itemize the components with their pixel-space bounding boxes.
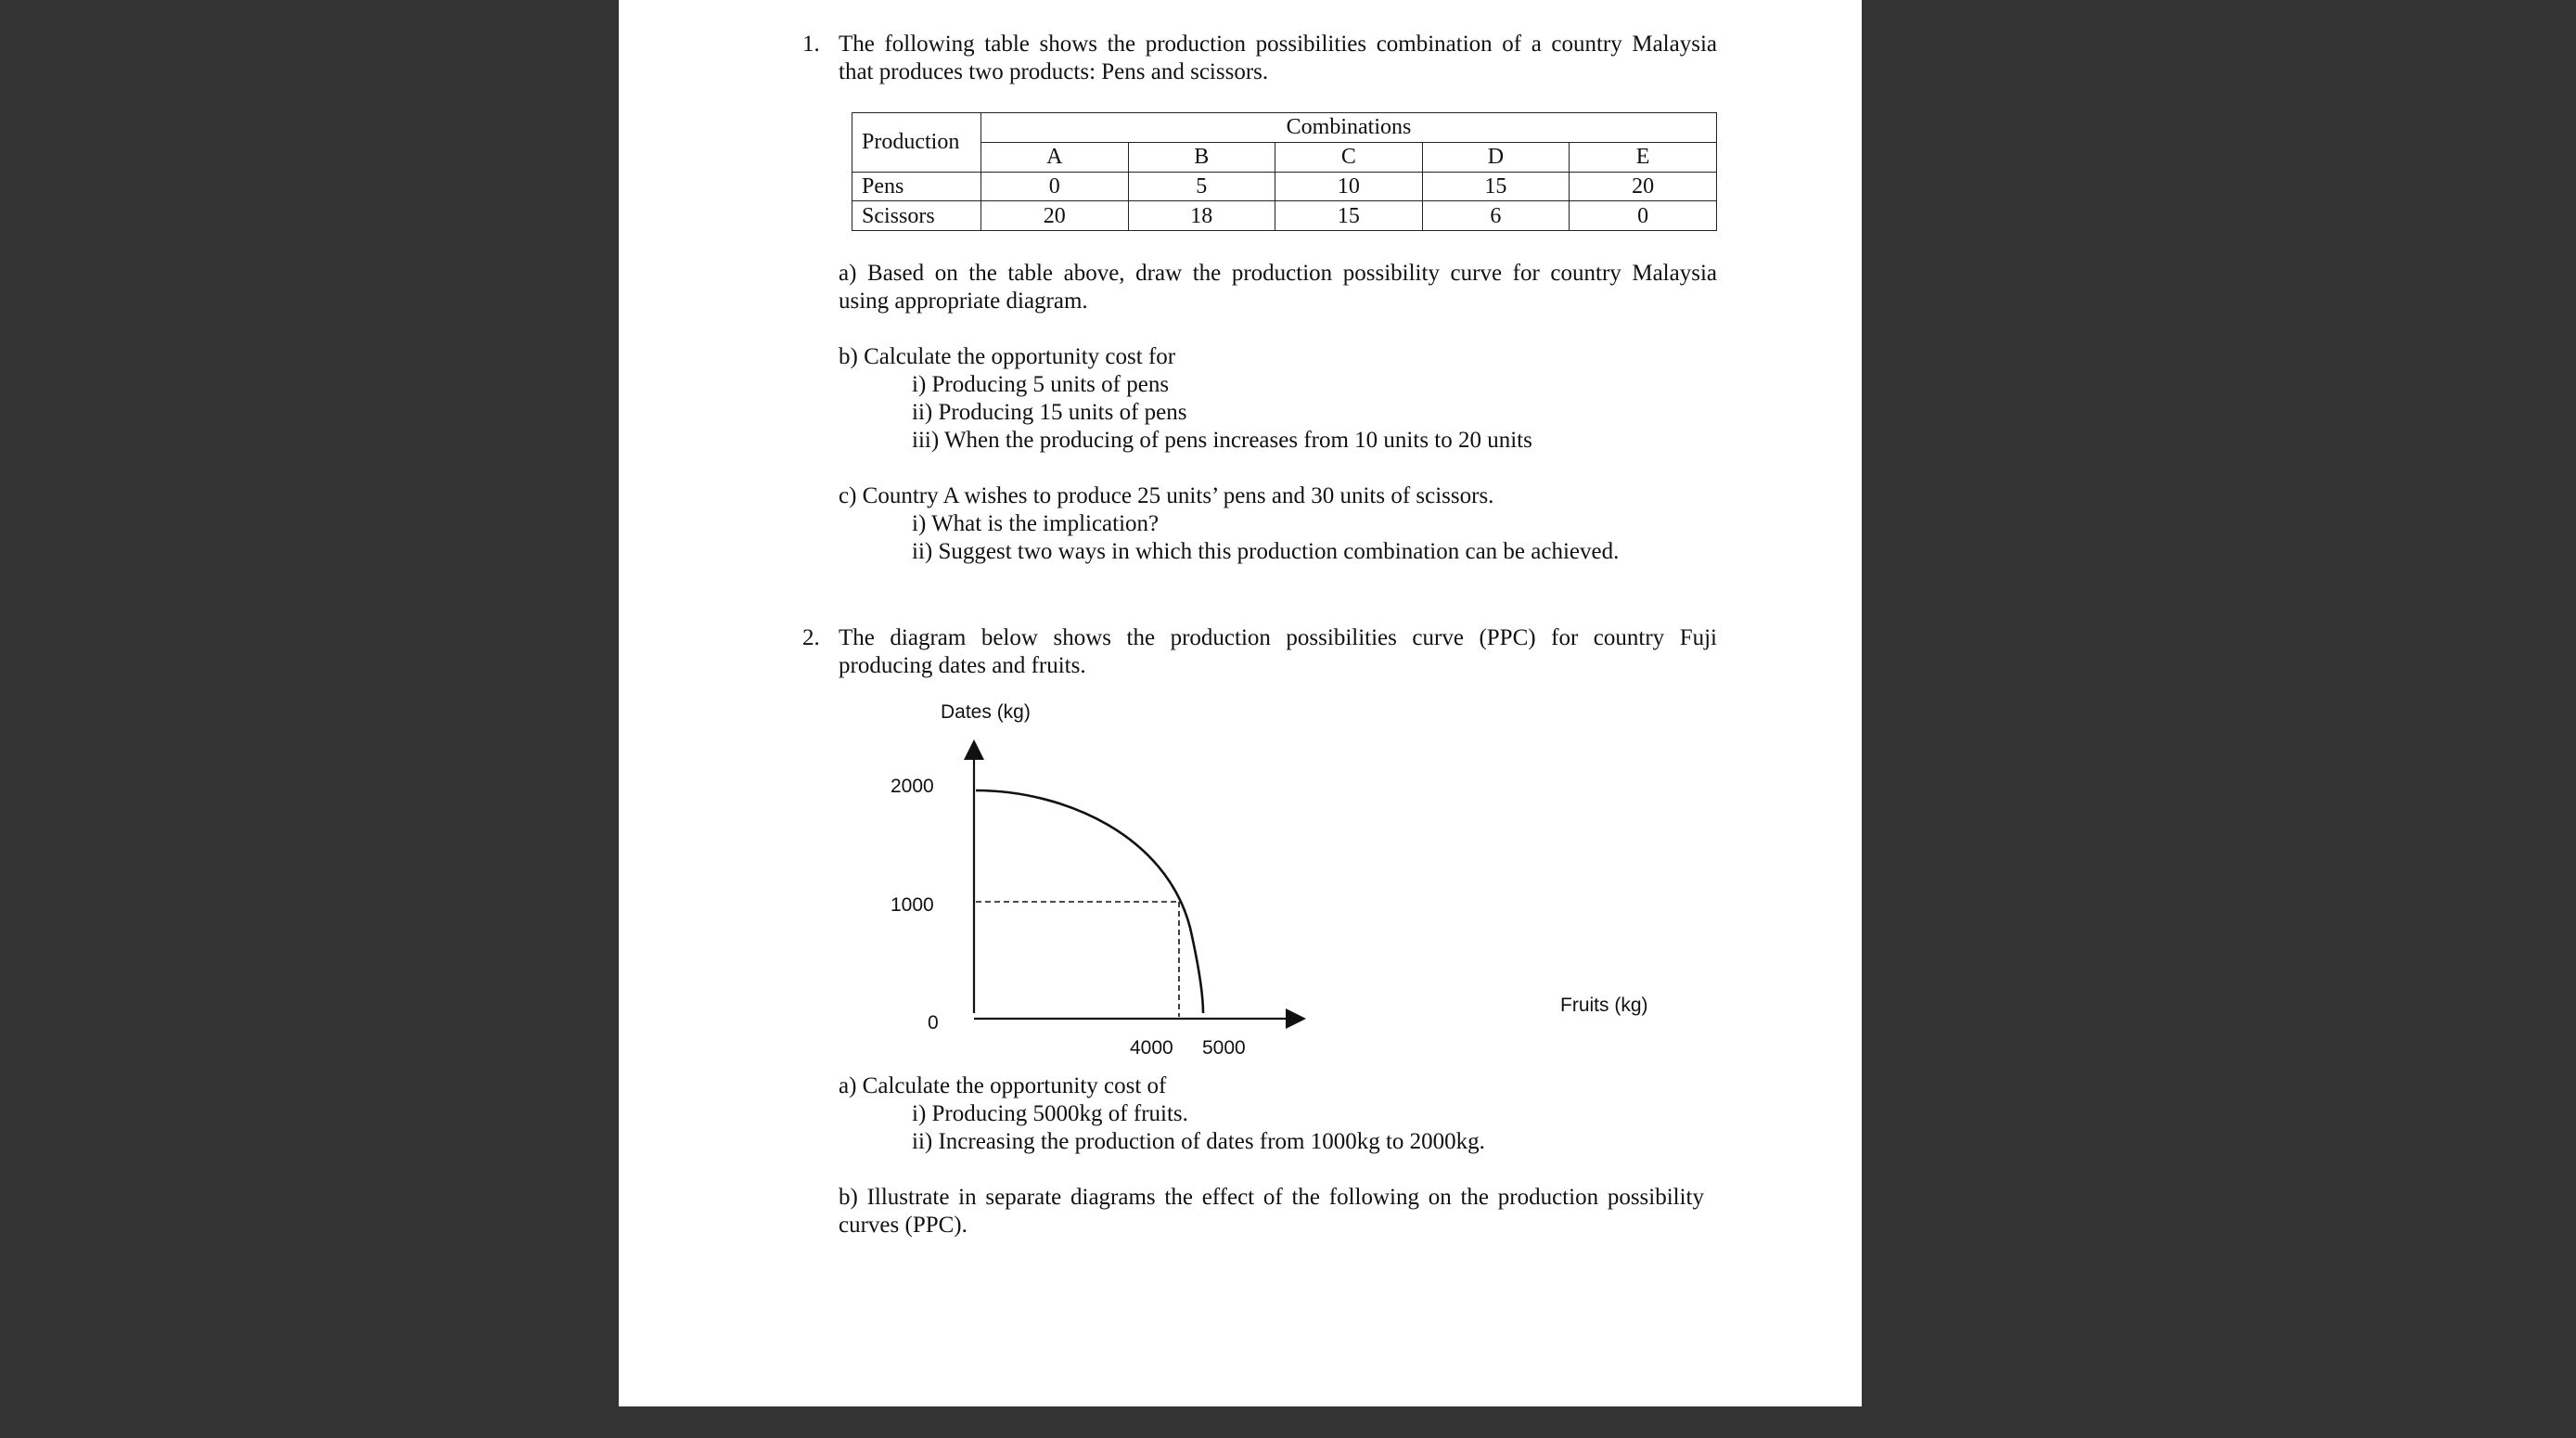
chart-y-axis-label: Dates (kg)	[941, 701, 1031, 723]
table-cell: 18	[1128, 201, 1275, 231]
q1b-title: b) Calculate the opportunity cost for	[839, 344, 1176, 369]
q1b-item-1: i) Producing 5 units of pens	[912, 372, 1170, 397]
q2-number: 2.	[802, 625, 820, 650]
table-cell: 20	[1570, 172, 1717, 201]
q1c-title: c) Country A wishes to produce 25 units’ pens and 30 units of scissors.	[839, 483, 1494, 508]
q1b-item-2: ii) Producing 15 units of pens	[912, 400, 1187, 425]
table-group-header: Combinations	[981, 113, 1717, 143]
chart-x-tick-5000: 5000	[1202, 1037, 1246, 1059]
q1c-item-1: i) What is the implication?	[912, 511, 1160, 536]
table-cell: 0	[981, 172, 1129, 201]
chart-x-tick-4000: 4000	[1130, 1037, 1173, 1059]
table-cell: 0	[1570, 201, 1717, 231]
q2a-title: a) Calculate the opportunity cost of	[839, 1073, 1167, 1098]
col-header-e: E	[1570, 142, 1717, 172]
row-label-pens: Pens	[852, 172, 981, 201]
table-cell: 5	[1128, 172, 1275, 201]
chart-y-tick-1000: 1000	[891, 894, 934, 916]
table-cell: 6	[1422, 201, 1570, 231]
row-label-scissors: Scissors	[852, 201, 981, 231]
table-row-header: Production	[852, 113, 981, 173]
q1b-item-3: iii) When the producing of pens increases from 10 units to 20 units	[912, 428, 1532, 453]
table-cell: 15	[1275, 201, 1423, 231]
q1a-line1: a) Based on the table above, draw the production possibility curve for country Malaysia	[839, 261, 1717, 286]
chart-x-axis-label: Fruits (kg)	[1560, 995, 1648, 1016]
q2-intro-line1: The diagram below shows the production possibilities curve (PPC) for country Fuji	[839, 625, 1717, 650]
col-header-a: A	[981, 142, 1129, 172]
table-cell: 15	[1422, 172, 1570, 201]
q1-intro-line1: The following table shows the production possibilities combination of a country Malaysia	[839, 32, 1717, 57]
col-header-b: B	[1128, 142, 1275, 172]
q1-number: 1.	[802, 32, 820, 57]
q2b-line2: curves (PPC).	[839, 1213, 968, 1238]
table-cell: 20	[981, 201, 1129, 231]
q2a-item-1: i) Producing 5000kg of fruits.	[912, 1101, 1188, 1126]
chart-y-tick-2000: 2000	[891, 776, 934, 797]
col-header-c: C	[1275, 142, 1423, 172]
col-header-d: D	[1422, 142, 1570, 172]
chart-origin-label: 0	[928, 1012, 939, 1034]
table-cell: 10	[1275, 172, 1423, 201]
q2b-line1: b) Illustrate in separate diagrams the effect of the following on the production possibility	[839, 1185, 1704, 1210]
q2-intro-line2: producing dates and fruits.	[839, 653, 1086, 678]
q1a-line2: using appropriate diagram.	[839, 289, 1088, 314]
q1-intro-line2: that produces two products: Pens and scissors.	[839, 59, 1269, 84]
document-page	[619, 0, 1862, 1406]
q2a-item-2: ii) Increasing the production of dates from 1000kg to 2000kg.	[912, 1129, 1485, 1154]
q1c-item-2: ii) Suggest two ways in which this production combination can be achieved.	[912, 539, 1620, 564]
